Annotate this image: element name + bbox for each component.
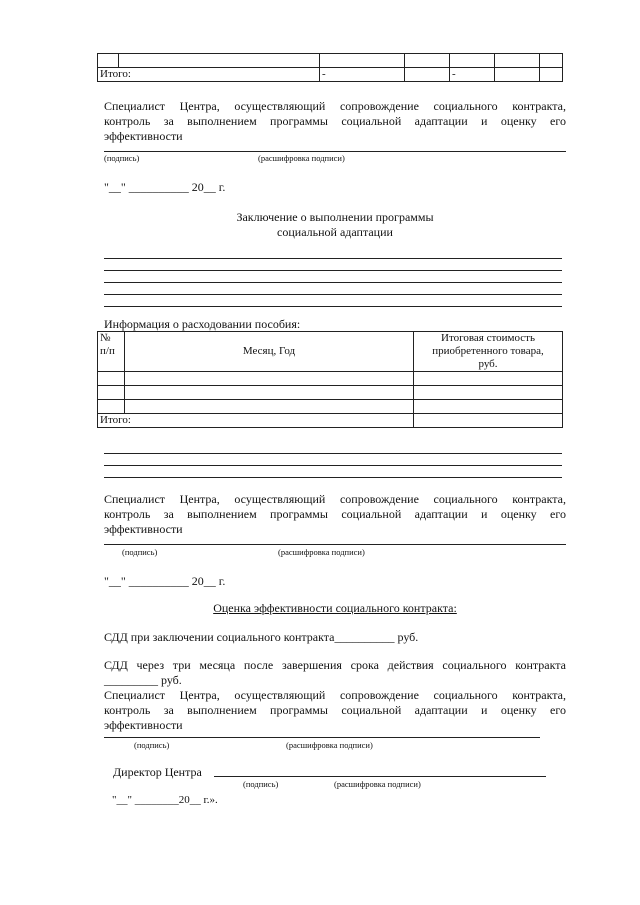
top-table-dash: -	[320, 68, 405, 82]
expenses-table	[97, 331, 563, 428]
director-label: Директор Центра	[113, 765, 202, 779]
specialist-text-line: эффективности	[104, 129, 183, 143]
signature-line	[104, 737, 540, 738]
table-row	[98, 414, 563, 428]
signature-decoding-label: (расшифровка подписи)	[278, 547, 365, 557]
col-num-line: №	[100, 332, 111, 344]
conclusion-title	[104, 210, 566, 240]
date-line: "__" __________ 20__ г.	[104, 180, 226, 194]
signature-decoding-label: (расшифровка подписи)	[286, 740, 373, 750]
specialist-text-line: Специалист Центра, осуществляющий сопровождение социального контракта,	[104, 99, 566, 113]
signature-label: (подпись)	[134, 740, 170, 750]
specialist-text-line: эффективности	[104, 522, 183, 536]
expenses-line	[104, 477, 562, 478]
expenses-title: Информация о расходовании пособия:	[104, 317, 301, 331]
conclusion-title-line: социальной адаптации	[277, 225, 393, 239]
expenses-line	[104, 453, 562, 454]
top-table-total-label: Итого:	[98, 68, 320, 82]
specialist-text-line: Специалист Центра, осуществляющий сопровождение социального контракта,	[104, 492, 566, 506]
col-num-line: п/п	[100, 345, 115, 357]
director-signature-line	[214, 776, 546, 777]
signature-label: (подпись)	[122, 547, 158, 557]
director-signature-decoding-label: (расшифровка подписи)	[334, 779, 421, 789]
specialist-text-line: контроль за выполнением программы социальной адаптации и оценку его	[104, 703, 566, 717]
evaluation-title: Оценка эффективности социального контракта:	[213, 601, 457, 615]
specialist-text-line: контроль за выполнением программы социальной адаптации и оценку его	[104, 507, 566, 521]
conclusion-line	[104, 294, 562, 295]
col-cost-line: Итоговая стоимость	[441, 332, 535, 344]
expenses-line	[104, 465, 562, 466]
top-table	[97, 53, 563, 82]
expenses-total-label: Итого:	[98, 414, 414, 428]
director-date-line: "__" ________20__ г.».	[112, 794, 218, 806]
sdd-three-months-line: _________ руб.	[104, 673, 182, 687]
sdd-three-months	[104, 658, 566, 688]
expenses-col-cost	[414, 332, 563, 372]
conclusion-line	[104, 306, 562, 307]
conclusion-title-line: Заключение о выполнении программы	[236, 210, 434, 224]
col-cost-line: приобретенного товара,	[432, 345, 544, 357]
signature-label: (подпись)	[104, 153, 140, 163]
specialist-text-line: эффективности	[104, 718, 183, 732]
specialist-text-line: Специалист Центра, осуществляющий сопровождение социального контракта,	[104, 688, 566, 702]
specialist-text-line: контроль за выполнением программы социальной адаптации и оценку его	[104, 114, 566, 128]
sdd-three-months-line: СДД через три месяца после завершения срока действия социального контракта	[104, 658, 566, 672]
col-cost-line: руб.	[478, 358, 498, 370]
table-row	[98, 386, 563, 400]
specialist-block-1	[104, 99, 566, 144]
signature-decoding-label: (расшифровка подписи)	[258, 153, 345, 163]
expenses-col-num	[98, 332, 125, 372]
specialist-block-2	[104, 492, 566, 537]
signature-line	[104, 151, 566, 152]
conclusion-line	[104, 258, 562, 259]
conclusion-line	[104, 270, 562, 271]
signature-line	[104, 544, 566, 545]
specialist-block-3	[104, 688, 566, 733]
table-row	[98, 400, 563, 414]
sdd-conclusion: СДД при заключении социального контракта__________ руб.	[104, 630, 419, 644]
conclusion-line	[104, 282, 562, 283]
director-signature-label: (подпись)	[243, 779, 279, 789]
table-row	[98, 372, 563, 386]
expenses-col-month: Месяц, Год	[125, 332, 414, 372]
top-table-dash: -	[450, 68, 495, 82]
date-line: "__" __________ 20__ г.	[104, 574, 226, 588]
